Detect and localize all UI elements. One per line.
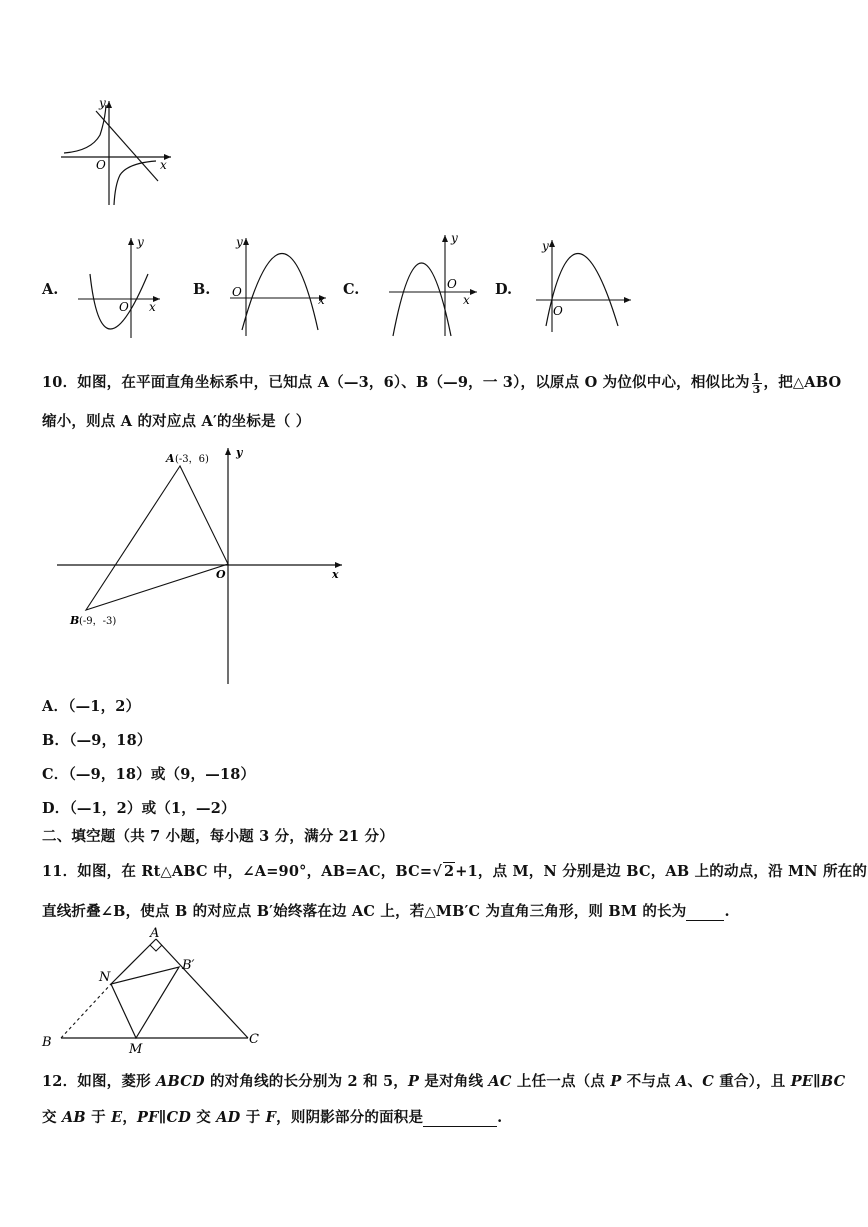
q12-u12: .: [497, 1109, 503, 1126]
q9-d-o-label: O: [553, 304, 563, 318]
q10-option-a: A．（—1，2）: [42, 698, 141, 715]
q10-point-b-label: B: [70, 614, 80, 627]
q9-b-x-label: x: [318, 293, 325, 307]
q10-option-b: B．（—9，18）: [42, 732, 152, 749]
q12-u6: PF∥CD: [137, 1109, 192, 1126]
q11-vertex-a: A: [150, 926, 160, 941]
q12-answer-blank[interactable]: [423, 1109, 497, 1127]
q9-c-y-label: y: [451, 231, 458, 245]
q10-x-label: x: [332, 568, 339, 581]
q12-u10: F: [265, 1109, 277, 1126]
q12-t13: 重合），且: [713, 1073, 791, 1090]
q11-vertex-b-prime: B′: [182, 958, 195, 973]
q11-vertex-b: B: [42, 1035, 52, 1050]
q12-t1: 12．如图，菱形: [42, 1073, 157, 1090]
q11-vertex-n: N: [99, 970, 111, 985]
q11-text-end: .: [724, 903, 730, 920]
q9-a-y-label: y: [137, 235, 144, 249]
section-2-heading: 二、填空题（共 7 小题，每小题 3 分，满分 21 分）: [42, 828, 394, 845]
q11-sqrt-sign: √: [432, 863, 442, 880]
q9-option-a-graph: [74, 234, 164, 342]
q9-ref-o-label: O: [96, 158, 106, 172]
q12-u2: AB: [61, 1109, 86, 1126]
q9-d-y-label: y: [542, 239, 549, 253]
q9-option-c-label: C.: [343, 281, 360, 298]
q9-a-x-label: x: [149, 300, 156, 314]
q12-t10: A: [676, 1073, 688, 1090]
q9-option-b-graph: [226, 232, 338, 340]
q10-text-post: ，把△ABO: [763, 374, 842, 391]
q11-text-post: +1，点 M，N 分别是边 BC，AB 上的动点，沿 MN 所在的: [455, 863, 868, 880]
q11-vertex-m: M: [129, 1042, 143, 1057]
q12-t12: C: [702, 1073, 714, 1090]
q10-line-2: 缩小，则点 A 的对应点 A′的坐标是（ ）: [42, 413, 311, 430]
q10-y-label: y: [236, 446, 243, 459]
q9-ref-y-label: y: [99, 96, 106, 110]
q12-t3: 的对角线的长分别为 2 和 5，: [204, 1073, 409, 1090]
q10-point-b-coord: (-9，-3): [79, 616, 117, 627]
q11-line-1: [42, 860, 867, 881]
q10-figure: [52, 440, 352, 688]
q10-frac-den: 3: [752, 382, 761, 396]
q12-t5: 是对角线: [419, 1073, 489, 1090]
q9-option-a-label: A.: [42, 281, 59, 298]
q11-sqrt-value: 2: [443, 863, 455, 880]
q12-u3: 于: [85, 1109, 112, 1126]
q12-t9: 不与点: [621, 1073, 677, 1090]
q11-text-pre: 11．如图，在 Rt△ABC 中，∠A=90°，AB=AC，BC=: [42, 863, 433, 880]
q9-option-d-label: D.: [495, 281, 513, 298]
q9-option-b-label: B.: [193, 281, 211, 298]
q12-u8: AD: [216, 1109, 241, 1126]
q12-u11: ，则阴影部分的面积是: [276, 1109, 424, 1126]
q10-option-c: C．（—9，18）或（9，—18）: [42, 766, 256, 783]
q10-option-d: D．（—1，2）或（1，—2）: [42, 800, 236, 817]
q9-b-y-label: y: [236, 235, 243, 249]
q11-line-2: [42, 900, 730, 921]
q12-line-2: [42, 1106, 502, 1127]
q10-text-pre: 10．如图，在平面直角坐标系中，已知点 A（—3，6）、B（—9，一 3），以原点 O 为位似中心，相似比为: [42, 374, 750, 391]
q11-text-line2: 直线折叠∠B，使点 B 的对应点 B′始终落在边 AC 上，若△MB′C 为直角三角形，则 BM 的长为: [42, 903, 687, 920]
q12-u7: 交: [191, 1109, 217, 1126]
q11-answer-blank[interactable]: [686, 903, 724, 921]
q10-point-a-label: A: [166, 452, 175, 465]
q12-t4: P: [408, 1073, 420, 1090]
q11-vertex-c: C: [249, 1032, 259, 1047]
q10-line-1: [42, 371, 841, 395]
q12-u5: ，: [122, 1109, 138, 1126]
q9-c-x-label: x: [463, 293, 470, 307]
q12-line-1: [42, 1070, 845, 1091]
q10-frac-num: 1: [752, 370, 761, 384]
q12-t7: 上任一点（点: [511, 1073, 611, 1090]
q12-t14: PE∥BC: [790, 1073, 846, 1090]
q9-c-o-label: O: [447, 277, 457, 291]
q12-u9: 于: [240, 1109, 266, 1126]
q12-u4: E: [111, 1109, 123, 1126]
q9-b-o-label: O: [232, 285, 242, 299]
q12-t8: P: [610, 1073, 622, 1090]
q9-reference-graph: [56, 95, 176, 210]
q9-option-c-graph: [383, 230, 483, 340]
q10-ratio-fraction: [752, 372, 762, 395]
q10-point-a-coord: (-3，6): [175, 454, 209, 465]
q10-origin-label: O: [216, 568, 226, 581]
q12-t11: 、: [687, 1073, 703, 1090]
q11-figure: [36, 925, 276, 1060]
q12-t6: AC: [488, 1073, 512, 1090]
q12-u1: 交: [42, 1109, 62, 1126]
q12-t2: ABCD: [156, 1073, 205, 1090]
q9-ref-x-label: x: [160, 158, 167, 172]
q9-option-d-graph: [532, 236, 637, 336]
q9-a-o-label: O: [119, 300, 129, 314]
